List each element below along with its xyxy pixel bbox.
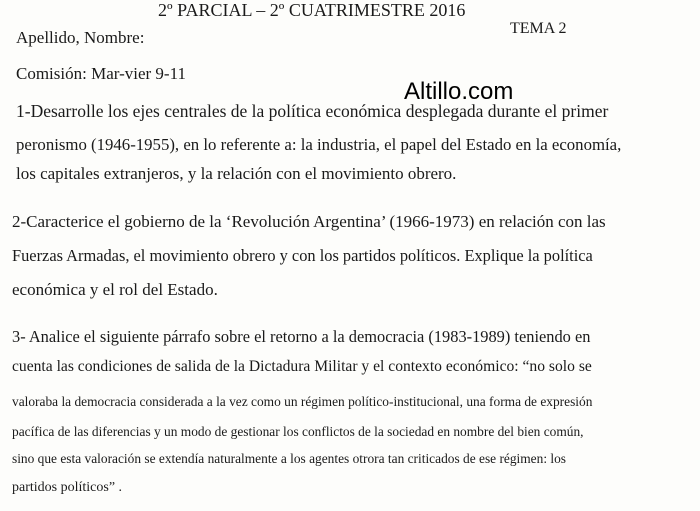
exam-tema: TEMA 2 <box>510 20 567 37</box>
question-3-line-1: 3- Analice el siguiente párrafo sobre el retorno a la democracia (1983-1989) teniendo en <box>12 327 591 346</box>
apellido-field: Apellido, Nombre: <box>16 28 145 47</box>
question-3-line-6: partidos políticos” . <box>12 480 123 495</box>
question-1-line-2: peronismo (1946-1955), en lo referente a: la industria, el papel del Estado en la economía, <box>16 135 622 154</box>
comision-field: Comisión: Mar-vier 9-11 <box>16 64 186 83</box>
question-2-line-2: Fuerzas Armadas, el movimiento obrero y con los partidos políticos. Explique la política <box>12 246 593 265</box>
question-2-line-3: económica y el rol del Estado. <box>12 280 218 299</box>
question-3-line-5: sino que esta valoración se extendía naturalmente a los agentes otrora tan criticados de ese régimen: los <box>12 451 567 466</box>
question-3-line-4: pacífica de las diferencias y un modo de gestionar los conflictos de la sociedad en nombre del bien común, <box>12 424 584 439</box>
question-3-line-2: cuenta las condiciones de salida de la Dictadura Militar y el contexto económico: “no solo se <box>12 358 592 375</box>
exam-title: 2º PARCIAL – 2º CUATRIMESTRE 2016 <box>158 0 466 20</box>
exam-header <box>158 0 698 37</box>
question-2-line-1: 2-Caracterice el gobierno de la ‘Revolución Argentina’ (1966-1973) en relación con las <box>12 212 606 231</box>
question-1-line-1: 1-Desarrolle los ejes centrales de la política económica desplegada durante el primer <box>16 101 609 121</box>
question-1-line-3: los capitales extranjeros, y la relación con el movimiento obrero. <box>16 164 457 183</box>
question-3-line-3: valoraba la democracia considerada a la vez como un régimen político-institucional, una forma de expresión <box>12 394 593 409</box>
altillo-watermark: Altillo.com <box>404 78 514 105</box>
